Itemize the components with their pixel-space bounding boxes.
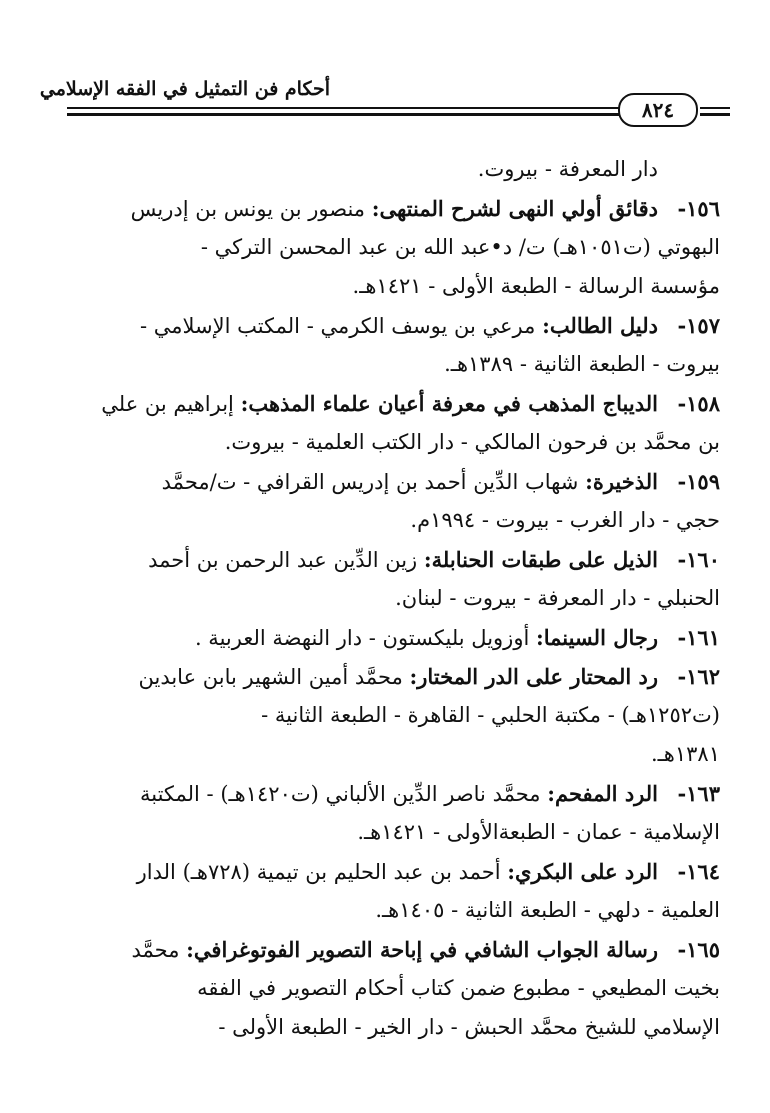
bibliography-list	[72, 150, 720, 1047]
entry-number: ١٥٧-	[677, 313, 720, 338]
entry-number: ١٦٥-	[677, 937, 720, 962]
bibliography-entry	[72, 657, 720, 774]
entry-details: زين الدِّين عبد الرحمن بن أحمد	[148, 548, 424, 572]
entry-first-line	[72, 540, 658, 579]
entry-number: ١٦٠-	[677, 547, 720, 572]
entry-title: رجال السينما:	[535, 625, 658, 650]
header-rule	[700, 113, 730, 116]
entry-details: مرعي بن يوسف الكرمي - المكتب الإسلامي -	[139, 314, 543, 338]
entry-title: الذيل على طبقات الحنابلة:	[423, 547, 658, 572]
continuation-line: بيروت - الطبعة الثانية - ١٣٨٩هـ.	[444, 352, 720, 376]
continuation-line: بخيت المطيعي - مطبوع ضمن كتاب أحكام التصوير في الفقه	[197, 976, 720, 1000]
entry-number: ١٦٤-	[677, 859, 720, 884]
bibliography-entry	[72, 852, 720, 930]
entry-title: الذخيرة:	[585, 469, 658, 494]
continuation-line: الإسلامية - عمان - الطبعةالأولى - ١٤٢١هـ.	[357, 820, 720, 844]
header-rule	[67, 107, 675, 109]
entry-details: إبراهيم بن علي	[101, 392, 241, 416]
entry-number: ١٥٩-	[677, 469, 720, 494]
bibliography-entry	[72, 930, 720, 1047]
entry-details: أحمد بن عبد الحليم بن تيمية (٧٢٨هـ) الدار	[136, 860, 508, 884]
entry-details: منصور بن يونس بن إدريس	[130, 197, 372, 221]
entry-first-line	[72, 384, 658, 423]
continuation-line: دار المعرفة - بيروت.	[477, 157, 658, 181]
entry-first-line	[72, 618, 658, 657]
bibliography-entry	[72, 618, 720, 657]
entry-title: الرد المفحم:	[547, 781, 658, 806]
bibliography-entry	[72, 774, 720, 852]
header-rule	[67, 113, 675, 116]
continuation-line: (ت١٢٥٢هـ) - مكتبة الحلبي - القاهرة - الطبعة الثانية -	[261, 703, 720, 727]
bibliography-entry	[72, 462, 720, 540]
entry-first-line	[72, 852, 658, 891]
entry-details: شهاب الدِّين أحمد بن إدريس القرافي - ت/محمَّد	[161, 470, 586, 494]
entry-number: ١٦١-	[677, 625, 720, 650]
entry-first-line	[72, 657, 658, 696]
entry-number: ١٥٦-	[677, 196, 720, 221]
bibliography-entry	[72, 540, 720, 618]
bibliography-entry	[72, 189, 720, 306]
entry-number: ١٦٣-	[677, 781, 720, 806]
entry-first-line	[72, 930, 658, 969]
entry-details: محمَّد ناصر الدِّين الألباني (ت١٤٢٠هـ) - المكتبة	[139, 782, 548, 806]
entry-details: أوزويل بليكستون - دار النهضة العربية .	[194, 626, 536, 650]
entry-first-line	[72, 189, 658, 228]
continuation-line: مؤسسة الرسالة - الطبعة الأولى - ١٤٢١هـ.	[352, 274, 720, 298]
entry-title: رد المحتار على الدر المختار:	[409, 664, 658, 689]
entry-title: رسالة الجواب الشافي في إباحة التصوير الفوتوغرافي:	[186, 937, 658, 962]
header-rule	[700, 107, 730, 109]
continuation-line: الحنبلي - دار المعرفة - بيروت - لبنان.	[395, 586, 720, 610]
continuation-line: حجي - دار الغرب - بيروت - ١٩٩٤م.	[410, 508, 720, 532]
bibliography-entry	[72, 384, 720, 462]
continuation-line: بن محمَّد بن فرحون المالكي - دار الكتب العلمية - بيروت.	[224, 430, 720, 454]
entry-first-line	[72, 306, 658, 345]
page-number: ٨٢٤	[618, 93, 698, 127]
continuation-line: البهوتي (ت١٠٥١هـ) ت/ د•عبد الله بن عبد المحسن التركي -	[200, 235, 720, 259]
entry-title: الديباج المذهب في معرفة أعيان علماء المذهب:	[240, 391, 658, 416]
continuation-line: العلمية - دلهي - الطبعة الثانية - ١٤٠٥هـ.	[375, 898, 720, 922]
entry-title: الرد على البكري:	[507, 859, 658, 884]
entry-details: محمَّد	[131, 938, 187, 962]
entry-title: دقائق أولي النهى لشرح المنتهى:	[371, 196, 658, 221]
bibliography-entry	[72, 306, 720, 384]
continuation-line: ١٣٨١هـ.	[650, 742, 720, 766]
entry-number: ١٥٨-	[677, 391, 720, 416]
continuation-line: الإسلامي للشيخ محمَّد الحبش - دار الخير - الطبعة الأولى -	[218, 1015, 720, 1039]
entry-first-line	[72, 774, 658, 813]
entry-first-line	[72, 462, 658, 501]
entry-details: محمَّد أمين الشهير بابن عابدين	[138, 665, 410, 689]
entry-title: دليل الطالب:	[542, 313, 658, 338]
entry-number: ١٦٢-	[677, 664, 720, 689]
running-header-title: أحكام فن التمثيل في الفقه الإسلامي	[39, 78, 330, 100]
